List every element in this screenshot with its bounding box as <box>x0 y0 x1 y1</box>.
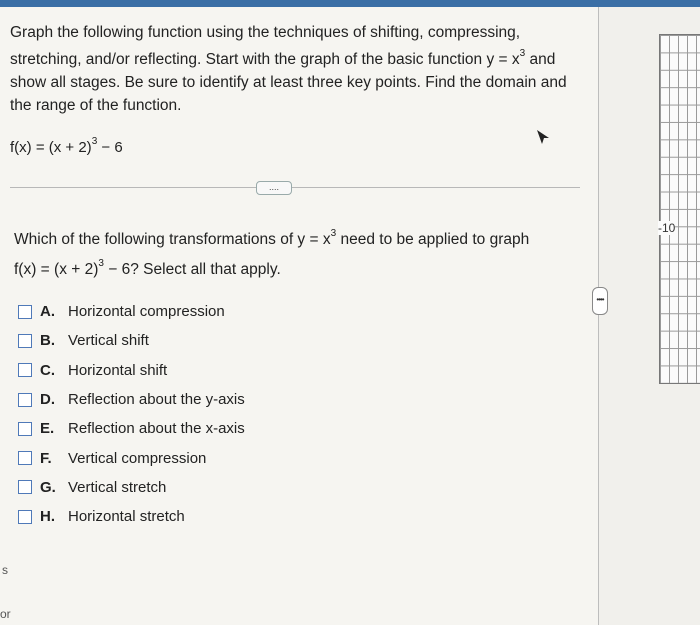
option-d[interactable] <box>18 385 245 414</box>
checkbox[interactable] <box>18 393 32 407</box>
option-letter: H. <box>40 508 55 526</box>
option-letter: E. <box>40 420 55 438</box>
checkbox[interactable] <box>18 422 32 436</box>
expand-more-button[interactable]: .... <box>256 181 292 195</box>
option-letter: D. <box>40 391 55 409</box>
option-label: Reflection about the y-axis <box>68 391 245 409</box>
option-a[interactable] <box>18 297 245 326</box>
option-letter: C. <box>40 361 55 379</box>
option-label: Vertical shift <box>68 332 149 350</box>
question-panel <box>0 7 599 625</box>
option-letter: A. <box>40 303 55 321</box>
checkbox[interactable] <box>18 510 32 524</box>
panel-resize-handle[interactable]: •••• <box>592 287 608 315</box>
grid-axis-label: -10 <box>658 221 676 235</box>
option-g[interactable] <box>18 473 245 502</box>
section-divider <box>10 187 580 188</box>
problem-statement: Graph the following function using the techniques of shifting, compressing, stretching, and/or reflecting. Start with the graph of the basic function $y = x^3$ and show all stages. Be sure to identify at least three key points. Find the domain and the range of the function. <box>10 24 567 115</box>
option-label: Horizontal compression <box>68 303 225 321</box>
answer-options <box>18 297 245 531</box>
function-definition: $f(x) = (x + 2)^3 - 6$ <box>10 136 123 156</box>
option-label: Horizontal shift <box>68 361 168 379</box>
option-c[interactable] <box>18 356 245 385</box>
option-f[interactable] <box>18 443 245 472</box>
option-h[interactable] <box>18 502 245 531</box>
cropped-side-label: s <box>2 563 8 577</box>
option-e[interactable] <box>18 414 245 443</box>
option-letter: F. <box>40 449 52 467</box>
option-label: Vertical stretch <box>68 478 167 496</box>
option-letter: G. <box>40 478 56 496</box>
option-b[interactable] <box>18 326 245 355</box>
cropped-side-label: or <box>0 607 11 621</box>
graph-grid[interactable] <box>659 34 700 384</box>
option-label: Horizontal stretch <box>68 508 185 526</box>
option-label: Reflection about the x-axis <box>68 420 245 438</box>
question-text: Which of the following transformations of $y = x^3$ need to be applied to graph $f(x) = (x + 2)^3 - 6$? Select all that apply. <box>14 228 530 279</box>
top-bar <box>0 0 700 7</box>
checkbox[interactable] <box>18 451 32 465</box>
option-letter: B. <box>40 332 55 350</box>
checkbox[interactable] <box>18 363 32 377</box>
mouse-cursor-icon <box>536 129 552 147</box>
option-label: Vertical compression <box>68 449 207 467</box>
checkbox[interactable] <box>18 334 32 348</box>
checkbox[interactable] <box>18 480 32 494</box>
checkbox[interactable] <box>18 305 32 319</box>
